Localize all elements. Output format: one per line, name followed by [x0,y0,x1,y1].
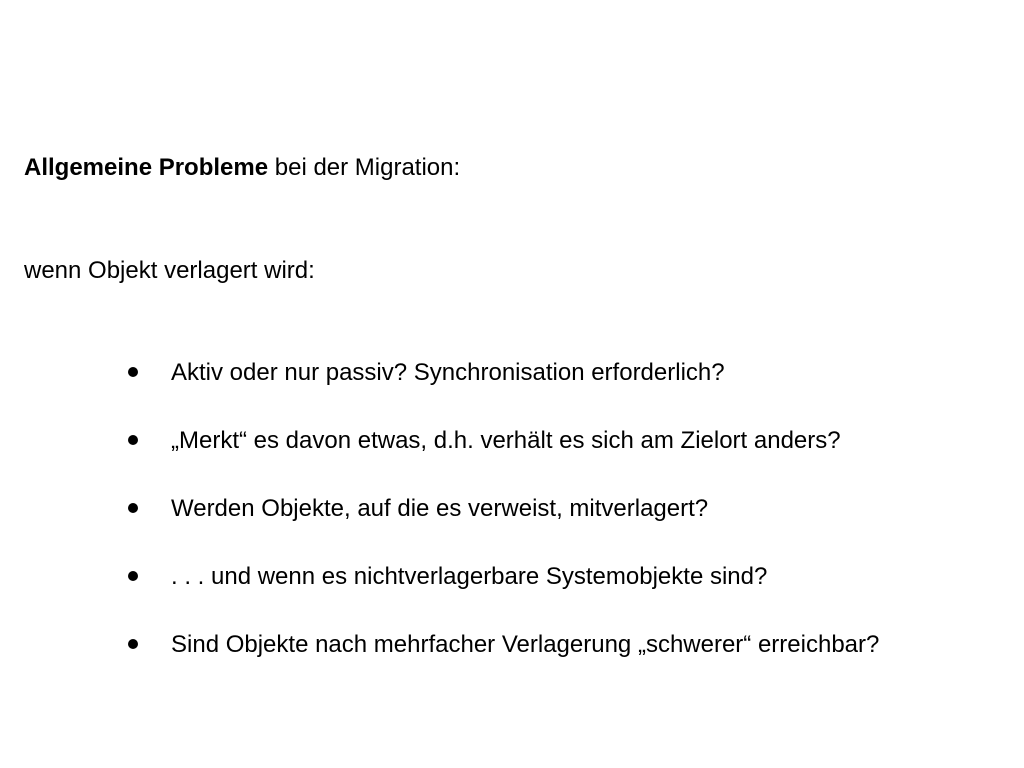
bullet-text: Aktiv oder nur passiv? Synchronisation erforderlich? [171,359,725,386]
slide-heading [24,152,460,184]
bullet-text: . . . und wenn es nichtverlagerbare Systemobjekte sind? [171,563,768,590]
bullet-icon [128,639,138,649]
bullet-text: „Merkt“ es davon etwas, d.h. verhält es sich am Zielort anders? [171,427,841,454]
bullet-icon [128,503,138,513]
heading-bold-text: Allgemeine Probleme [24,154,269,181]
bullet-text: Werden Objekte, auf die es verweist, mitverlagert? [171,495,709,522]
bullet-icon [128,367,138,377]
heading-rest-text: bei der Migration: [268,154,461,181]
bullet-icon [128,571,138,581]
slide-subheading: wenn Objekt verlagert wird: [24,257,315,284]
bullet-icon [128,435,138,445]
bullet-text: Sind Objekte nach mehrfacher Verlagerung „schwerer“ erreichbar? [171,631,880,658]
